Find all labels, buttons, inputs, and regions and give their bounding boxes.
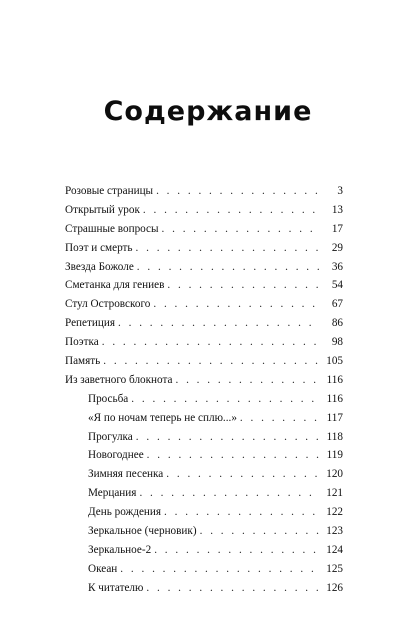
toc-subentry-page: 123 xyxy=(326,525,343,538)
toc-entry-page: 105 xyxy=(326,355,343,368)
toc-subentry-label: Прогулка xyxy=(88,430,133,443)
leader-dots xyxy=(146,579,320,598)
toc-subentry-page: 124 xyxy=(326,543,343,556)
toc-entry xyxy=(65,220,343,239)
leader-dots xyxy=(136,428,320,447)
leader-dots xyxy=(166,465,320,484)
toc-subentry-page: 126 xyxy=(326,581,343,594)
toc-subentry-label: К читателю xyxy=(88,581,144,594)
toc-entry xyxy=(65,333,343,352)
toc-entry-label: Розовые страницы xyxy=(65,185,154,197)
toc-entry-page: 3 xyxy=(337,185,343,197)
toc-subentry xyxy=(65,503,343,522)
leader-dots xyxy=(131,390,320,409)
toc-entry-label: Поэт и смерть xyxy=(65,241,133,254)
toc-entry-page: 17 xyxy=(331,222,343,235)
leader-dots xyxy=(118,314,320,333)
leader-dots xyxy=(175,371,320,390)
toc-entry xyxy=(65,295,343,314)
toc-entry-page: 29 xyxy=(331,241,343,254)
leader-dots xyxy=(154,541,320,560)
toc-entry xyxy=(65,314,343,333)
leader-dots xyxy=(240,409,320,428)
toc-subentry xyxy=(65,560,343,579)
toc-entry-label: Звезда Божоле xyxy=(65,260,134,273)
toc-entry xyxy=(65,239,343,258)
toc-subentry-page: 120 xyxy=(326,468,343,481)
toc-entry-label: Память xyxy=(65,355,101,368)
toc-entry-label: Из заветного блокнота xyxy=(65,373,173,386)
toc-subentry xyxy=(65,484,343,503)
toc-subentry-label: Зеркальное-2 xyxy=(88,543,152,556)
toc-entry-label: Поэтка xyxy=(65,336,99,349)
toc-subentry-label: Зеркальное (черновик) xyxy=(88,525,197,538)
toc-subentry xyxy=(65,409,343,428)
toc-subentry-label: Мерцания xyxy=(88,487,137,500)
toc-subentry xyxy=(65,522,343,541)
toc-entry xyxy=(65,182,343,201)
leader-dots xyxy=(153,295,320,314)
toc-subentry-page: 122 xyxy=(326,506,343,519)
toc-entry-page: 36 xyxy=(331,260,343,273)
toc-subentry-label: Просьба xyxy=(88,392,129,405)
toc-subentry-page: 118 xyxy=(326,430,343,443)
leader-dots xyxy=(167,276,320,295)
toc-entry-label: Открытый урок xyxy=(65,203,140,216)
toc-entry-label: Сметанка для гениев xyxy=(65,279,165,292)
toc-entry-page: 67 xyxy=(331,298,343,311)
leader-dots xyxy=(200,522,320,541)
toc-entry-label: Страшные вопросы xyxy=(65,222,159,235)
leader-dots xyxy=(102,333,320,352)
toc-entry xyxy=(65,276,343,295)
page-title: Содержание xyxy=(103,96,313,127)
leader-dots xyxy=(156,182,320,201)
toc-subentry-label: Океан xyxy=(88,562,118,575)
toc-entry-page: 116 xyxy=(326,373,343,386)
toc-subentry-page: 125 xyxy=(326,562,343,575)
leader-dots xyxy=(139,484,320,503)
toc-subentry-label: Зимняя песенка xyxy=(88,468,164,481)
toc-subentry xyxy=(65,428,343,447)
toc-subentry-page: 117 xyxy=(326,411,343,424)
toc-subentry-label: Новогоднее xyxy=(88,449,144,462)
toc-entry-label: Стул Островского xyxy=(65,298,151,311)
toc-subentry xyxy=(65,541,343,560)
leader-dots xyxy=(162,220,320,239)
leader-dots xyxy=(120,560,320,579)
table-of-contents xyxy=(65,182,343,598)
leader-dots xyxy=(143,201,320,220)
leader-dots xyxy=(147,446,320,465)
leader-dots xyxy=(164,503,320,522)
toc-subentry-page: 121 xyxy=(326,487,343,500)
toc-subentry xyxy=(65,465,343,484)
toc-entry-page: 86 xyxy=(331,317,343,330)
leader-dots xyxy=(137,258,320,277)
toc-subentry-label: День рождения xyxy=(88,506,162,519)
toc-entry-page: 98 xyxy=(331,336,343,349)
leader-dots xyxy=(103,352,320,371)
leader-dots xyxy=(136,239,320,258)
toc-entry xyxy=(65,201,343,220)
toc-entry xyxy=(65,352,343,371)
toc-entry xyxy=(65,258,343,277)
toc-subentry xyxy=(65,579,343,598)
toc-subentry-page: 116 xyxy=(326,392,343,405)
toc-entry-page: 54 xyxy=(331,279,343,292)
toc-subentry xyxy=(65,390,343,409)
toc-subentry-label: «Я по ночам теперь не сплю...» xyxy=(88,411,237,424)
toc-entry xyxy=(65,371,343,390)
toc-subentry xyxy=(65,446,343,465)
toc-entry-page: 13 xyxy=(331,203,343,216)
toc-subentry-page: 119 xyxy=(326,449,343,462)
toc-entry-label: Репетиция xyxy=(65,317,115,330)
